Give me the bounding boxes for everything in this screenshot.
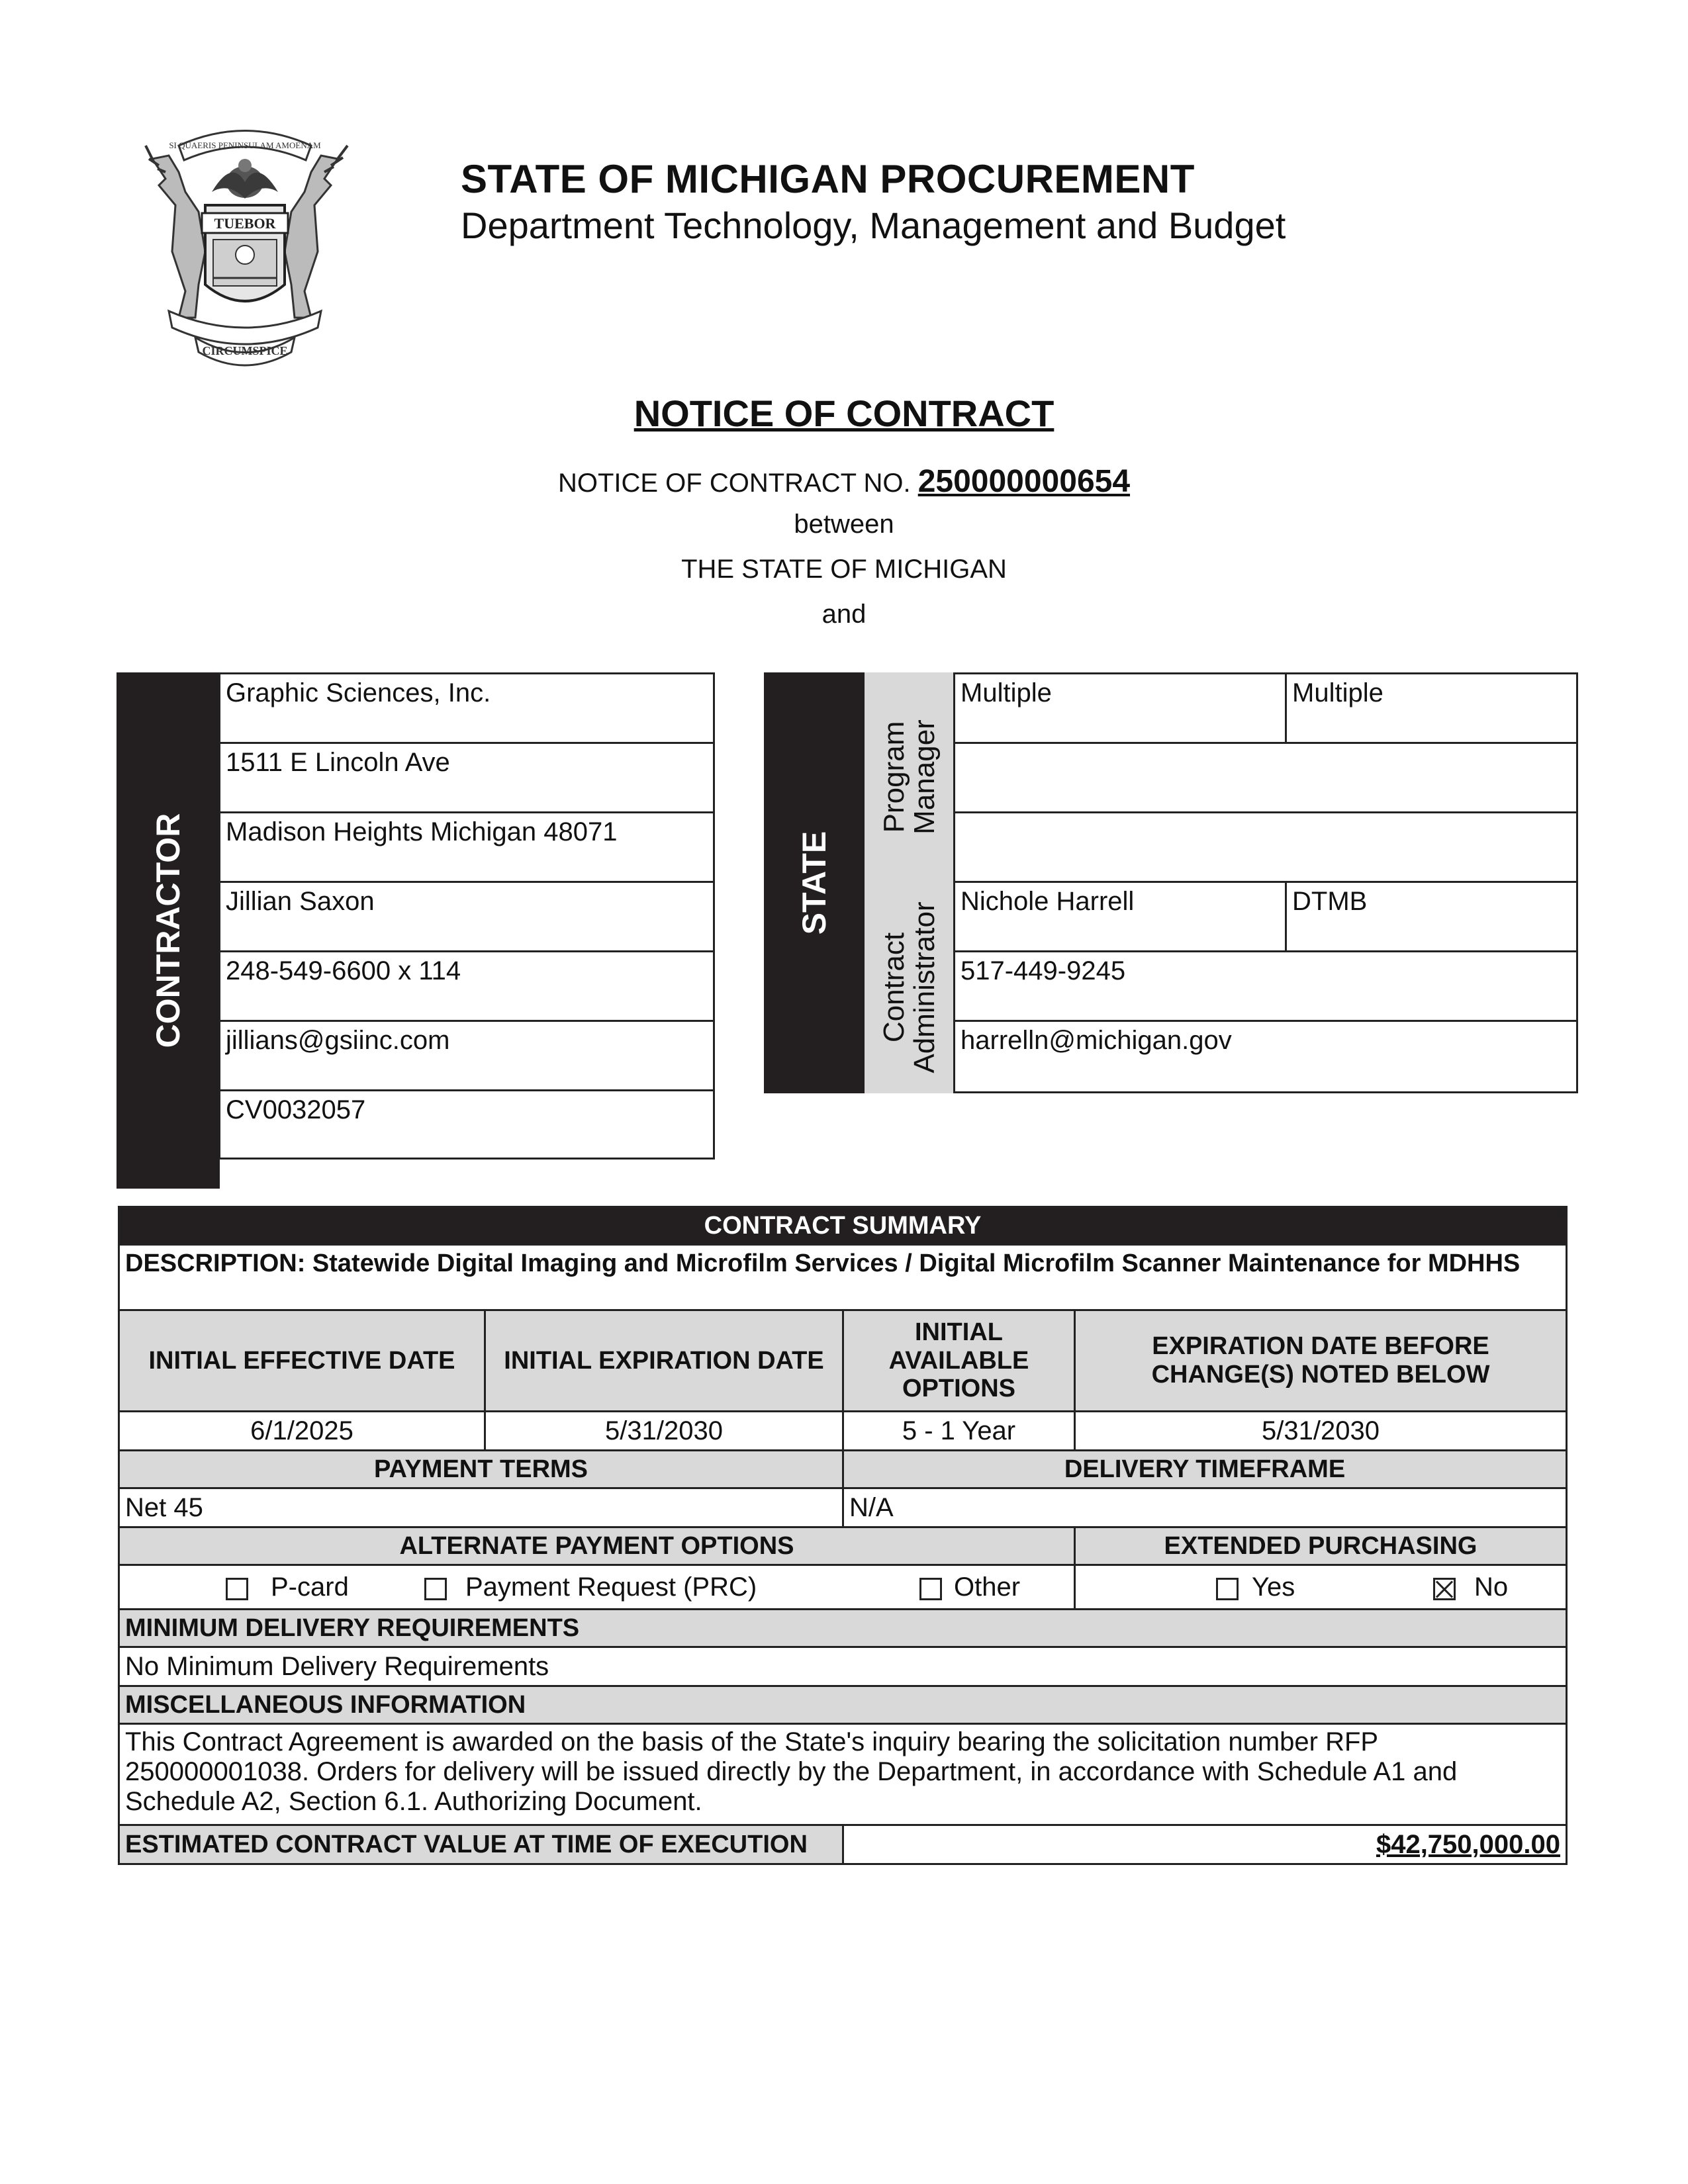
contract-admin-email-field: harrelln@michigan.gov	[953, 1020, 1578, 1093]
contractor-contact-field: Jillian Saxon	[218, 881, 715, 952]
party-text: THE STATE OF MICHIGAN	[681, 555, 1007, 584]
delivery-timeframe-label: DELIVERY TIMEFRAME	[842, 1449, 1568, 1489]
payment-terms-label: PAYMENT TERMS	[118, 1449, 844, 1489]
value-initial-available-options: 5 - 1 Year	[842, 1410, 1076, 1451]
program-manager-email-field	[953, 811, 1578, 883]
extended-yes-label: Yes	[1252, 1572, 1295, 1602]
state-sidebar	[764, 672, 865, 1093]
contract-admin-agency-field: DTMB	[1285, 881, 1578, 952]
value-expiration-before-change: 5/31/2030	[1074, 1410, 1568, 1451]
other-checkbox[interactable]	[919, 1578, 942, 1600]
min-delivery-value: No Minimum Delivery Requirements	[118, 1646, 1568, 1687]
contractor-email-field: jillians@gsiinc.com	[218, 1020, 715, 1091]
header-expiration-before-change: EXPIRATION DATE BEFORE CHANGE(S) NOTED BELOW	[1074, 1309, 1568, 1412]
other-label: Other	[954, 1572, 1021, 1602]
min-delivery-label: MINIMUM DELIVERY REQUIREMENTS	[118, 1608, 1568, 1648]
contractor-phone-field: 248-549-6600 x 114	[218, 950, 715, 1022]
payment-terms-value: Net 45	[118, 1487, 844, 1528]
contractor-vendor-id-field: CV0032057	[218, 1089, 715, 1160]
alt-payment-options-label: ALTERNATE PAYMENT OPTIONS	[118, 1526, 1076, 1566]
notice-number-line	[0, 463, 1688, 500]
department-subtitle: Department Technology, Management and Budget	[461, 205, 1286, 246]
extended-no-checkbox-checked[interactable]	[1433, 1578, 1456, 1600]
state-seal-logo	[132, 119, 357, 371]
payment-request-checkbox[interactable]	[424, 1578, 447, 1600]
delivery-timeframe-value: N/A	[842, 1487, 1568, 1528]
seal-motto-top: SI QUAERIS PENINSULAM AMOENAM	[169, 140, 321, 150]
contract-admin-label-box	[865, 882, 955, 1093]
program-manager-label: Program Manager	[877, 719, 941, 835]
contract-admin-phone-field: 517-449-9245	[953, 950, 1578, 1022]
contract-admin-label: Contract Administrator	[877, 901, 941, 1073]
contractor-address1-field: 1511 E Lincoln Ave	[218, 742, 715, 813]
program-manager-agency-field: Multiple	[1285, 672, 1578, 744]
header-initial-expiration-date: INITIAL EXPIRATION DATE	[484, 1309, 844, 1412]
extended-yes-checkbox[interactable]	[1216, 1578, 1239, 1600]
payment-request-label: Payment Request (PRC)	[465, 1572, 757, 1602]
and-text: and	[821, 600, 867, 629]
extended-purchasing-row	[1074, 1564, 1568, 1610]
notice-number: 250000000654	[917, 464, 1131, 499]
value-initial-effective-date: 6/1/2025	[118, 1410, 486, 1451]
seal-banner-tuebor: TUEBOR	[214, 215, 276, 232]
header-initial-available-options: INITIAL AVAILABLE OPTIONS	[842, 1309, 1076, 1412]
contractor-name-field: Graphic Sciences, Inc.	[218, 672, 715, 744]
contractor-label: CONTRACTOR	[150, 813, 187, 1048]
contract-description: DESCRIPTION: Statewide Digital Imaging and Microfilm Services / Digital Microfilm Scanner Maintenance for MDHHS	[118, 1244, 1568, 1311]
pcard-checkbox[interactable]	[226, 1578, 248, 1600]
est-value-label: ESTIMATED CONTRACT VALUE AT TIME OF EXECUTION	[118, 1824, 844, 1865]
state-label: STATE	[796, 831, 833, 935]
contract-admin-name-field: Nichole Harrell	[953, 881, 1287, 952]
header-initial-effective-date: INITIAL EFFECTIVE DATE	[118, 1309, 486, 1412]
est-value-amount: $42,750,000.00	[842, 1824, 1568, 1865]
contractor-address2-field: Madison Heights Michigan 48071	[218, 811, 715, 883]
misc-info-label: MISCELLANEOUS INFORMATION	[118, 1685, 1568, 1725]
contractor-sidebar	[117, 672, 220, 1189]
value-initial-expiration-date: 5/31/2030	[484, 1410, 844, 1451]
seal-motto-bottom: CIRCUMSPICE	[202, 344, 288, 357]
extended-purchasing-label: EXTENDED PURCHASING	[1074, 1526, 1568, 1566]
contract-summary-title: CONTRACT SUMMARY	[118, 1206, 1568, 1246]
extended-no-label: No	[1474, 1572, 1509, 1602]
program-manager-name-field: Multiple	[953, 672, 1287, 744]
program-manager-phone-field	[953, 742, 1578, 813]
misc-info-text: This Contract Agreement is awarded on the basis of the State's inquiry bearing the solicitation number RFP 250000001038. Orders for delivery will be issued directly by the Department, in accordance with Schedule A1 and Schedule A2, Section 6.1. Authorizing Document.	[118, 1723, 1568, 1826]
between-text: between	[794, 510, 894, 539]
notice-number-label: NOTICE OF CONTRACT NO.	[557, 469, 911, 498]
pcard-label: P-card	[271, 1572, 349, 1602]
page-title: STATE OF MICHIGAN PROCUREMENT	[461, 157, 1195, 201]
program-manager-label-box	[865, 672, 955, 882]
alt-payment-options-row	[118, 1564, 1076, 1610]
notice-title: NOTICE OF CONTRACT	[633, 392, 1055, 434]
